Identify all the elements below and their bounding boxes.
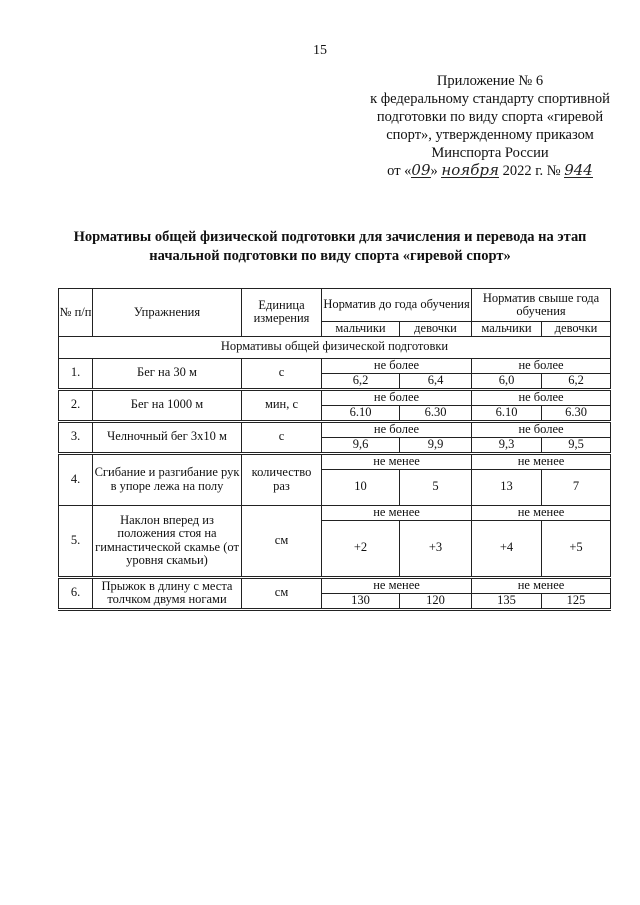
value-girls-after: 6.30 xyxy=(542,405,611,421)
appendix-line: Минспорта России xyxy=(431,145,549,161)
condition-after: не менее xyxy=(472,577,611,593)
handwritten-order-number: 944 xyxy=(564,161,593,179)
page-number: 15 xyxy=(313,43,327,58)
value-girls-before: 9,9 xyxy=(400,437,472,453)
header-exercise: Упражнения xyxy=(93,289,242,337)
value-girls-before: 6,4 xyxy=(400,373,472,389)
value-girls-after: 125 xyxy=(542,593,611,609)
value-girls-before: 6.30 xyxy=(400,405,472,421)
condition-before: не более xyxy=(322,421,472,437)
appendix-line: Приложение № 6 xyxy=(436,73,544,89)
row-exercise: Челночный бег 3х10 м xyxy=(93,421,242,453)
condition-before: не менее xyxy=(322,453,472,469)
value-boys-after: 6,0 xyxy=(472,373,542,389)
row-num: 2. xyxy=(59,389,93,421)
header-num: № п/п xyxy=(59,289,93,337)
value-girls-before: +3 xyxy=(400,520,472,577)
value-girls-before: 120 xyxy=(400,593,472,609)
row-exercise: Наклон вперед из положения стоя на гимнастической скамье (от уровня скамьи) xyxy=(93,505,242,577)
row-unit: мин, с xyxy=(242,389,322,421)
value-boys-before: 6,2 xyxy=(322,373,400,389)
section-title: Нормативы общей физической подготовки xyxy=(59,336,611,358)
date-prefix: от « xyxy=(387,163,412,179)
row-unit: с xyxy=(242,421,322,453)
value-boys-after: +4 xyxy=(472,520,542,577)
appendix-line: к федеральному стандарту спортивной xyxy=(370,91,610,107)
header-unit: Единица измерения xyxy=(242,289,322,337)
condition-before: не менее xyxy=(322,577,472,593)
appendix-line: подготовки по виду спорта «гиревой xyxy=(376,109,604,125)
value-girls-after: +5 xyxy=(542,520,611,577)
appendix-line: спорт», утвержденному приказом xyxy=(386,127,594,143)
condition-after: не более xyxy=(472,389,611,405)
header-boys: мальчики xyxy=(322,322,400,337)
condition-after: не менее xyxy=(472,505,611,520)
handwritten-month: ноября xyxy=(441,161,499,179)
handwritten-day: 09 xyxy=(411,161,431,179)
header-boys: мальчики xyxy=(472,322,542,337)
title-line-1: Нормативы общей физической подготовки для зачисления и перевода на этап xyxy=(73,229,587,245)
header-girls: девочки xyxy=(542,322,611,337)
value-girls-after: 7 xyxy=(542,469,611,505)
row-num: 1. xyxy=(59,358,93,389)
condition-before: не менее xyxy=(322,505,472,520)
row-unit: количество раз xyxy=(242,453,322,505)
date-day-suffix: » xyxy=(430,163,438,179)
value-boys-after: 6.10 xyxy=(472,405,542,421)
value-girls-before: 5 xyxy=(400,469,472,505)
value-girls-after: 6,2 xyxy=(542,373,611,389)
value-boys-after: 9,3 xyxy=(472,437,542,453)
condition-after: не более xyxy=(472,421,611,437)
row-num: 4. xyxy=(59,453,93,505)
header-girls: девочки xyxy=(400,322,472,337)
row-exercise: Сгибание и разгибание рук в упоре лежа на полу xyxy=(93,453,242,505)
header-after-year: Норматив свыше года обучения xyxy=(472,289,611,322)
norms-table xyxy=(58,288,611,611)
value-boys-after: 13 xyxy=(472,469,542,505)
value-boys-before: 10 xyxy=(322,469,400,505)
order-date-line xyxy=(345,162,635,180)
row-num: 3. xyxy=(59,421,93,453)
year-text: 2022 г. № xyxy=(502,163,561,179)
condition-after: не менее xyxy=(472,453,611,469)
value-boys-before: +2 xyxy=(322,520,400,577)
value-boys-before: 6.10 xyxy=(322,405,400,421)
value-boys-before: 9,6 xyxy=(322,437,400,453)
row-exercise: Бег на 30 м xyxy=(93,358,242,389)
condition-before: не более xyxy=(322,389,472,405)
condition-before: не более xyxy=(322,358,472,373)
condition-after: не более xyxy=(472,358,611,373)
header-before-year: Норматив до года обучения xyxy=(322,289,472,322)
row-unit: с xyxy=(242,358,322,389)
title-line-2: начальной подготовки по виду спорта «гиревой спорт» xyxy=(149,248,511,264)
value-boys-before: 130 xyxy=(322,593,400,609)
row-exercise: Бег на 1000 м xyxy=(93,389,242,421)
document-title xyxy=(40,228,620,266)
row-unit: см xyxy=(242,505,322,577)
value-girls-after: 9,5 xyxy=(542,437,611,453)
row-num: 6. xyxy=(59,577,93,609)
row-num: 5. xyxy=(59,505,93,577)
value-boys-after: 135 xyxy=(472,593,542,609)
row-unit: см xyxy=(242,577,322,609)
row-exercise: Прыжок в длину с места толчком двумя ногами xyxy=(93,577,242,609)
appendix-header xyxy=(345,72,635,180)
